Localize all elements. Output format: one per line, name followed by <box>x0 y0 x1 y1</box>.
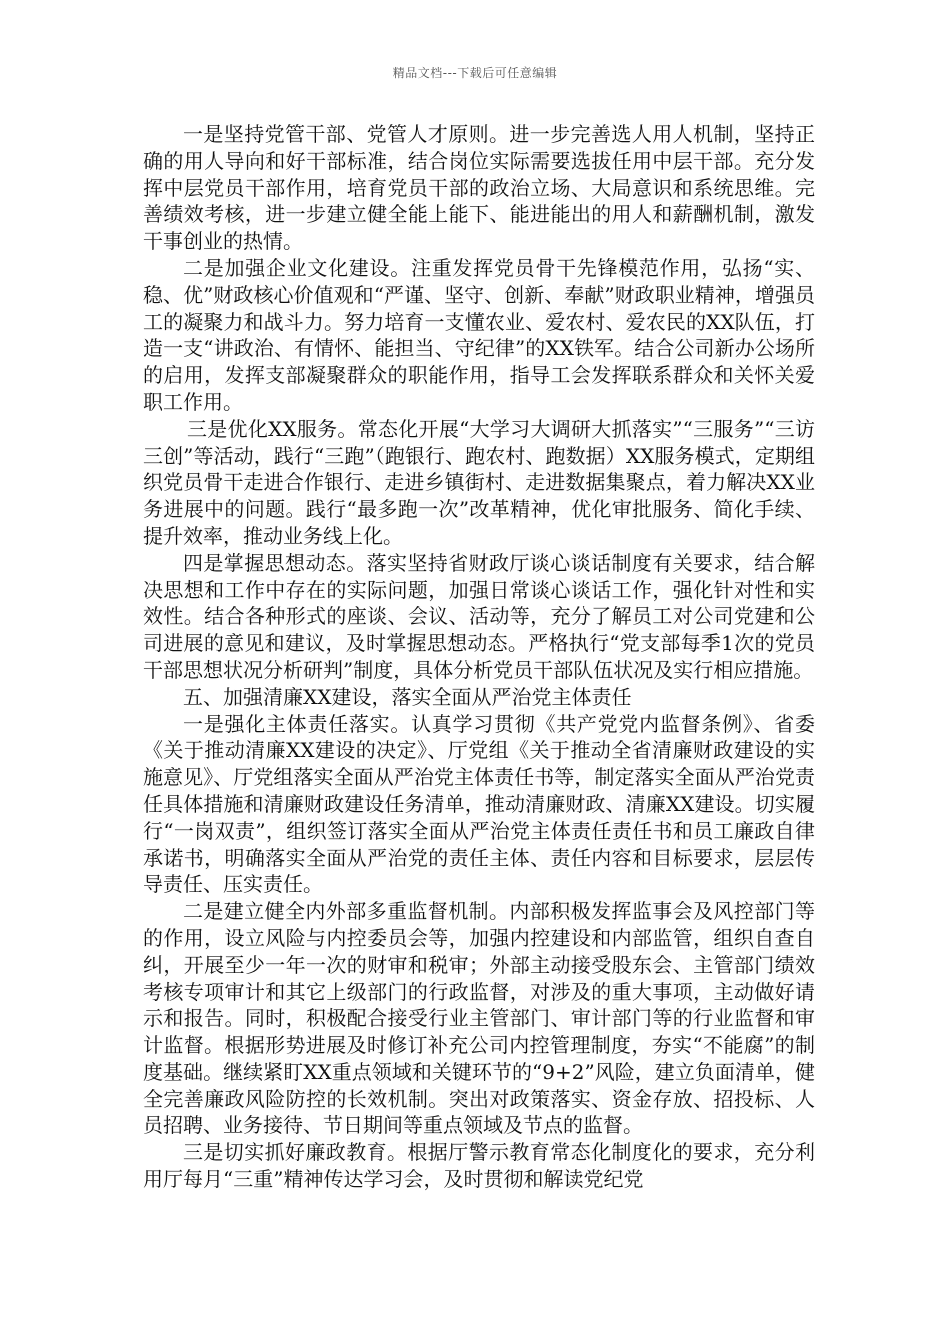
paragraph-supervision-mechanism: 二是建立健全内外部多重监督机制。内部积极发挥监事会及风控部门等的作用，设立风险与内控委员会等，加强内控建设和内部监管，组织自查自纠，开展至少一年一次的财审和税审；外部主动接受股东会、主管部门绩效考核专项审计和其它上级部门的行政监督，对涉及的重大事项，主动做好请示和报告。同时，积极配合接受行业主管部门、审计部门等的行业监督和审计监督。根据形势进展及时修订补充公司内控管理制度，夯实“不能腐”的制度基础。继续紧盯XX重点领域和关键环节的“9+2”风险，建立负面清单，健全完善廉政风险防控的长效机制。突出对政策落实、资金存放、招投标、人员招聘、业务接待、节日期间等重点领域及节点的监督。 <box>143 899 815 1138</box>
paragraph-cadre-management: 一是坚持党管干部、党管人才原则。进一步完善选人用人机制，坚持正确的用人导向和好干部标准，结合岗位实际需要选拔任用中层干部。充分发挥中层党员干部作用，培育党员干部的政治立场、大局意识和系统思维。完善绩效考核，进一步建立健全能上能下、能进能出的用人和薪酬机制，激发干事创业的热情。 <box>143 122 815 254</box>
page-header: 精品文档---下载后可任意编辑 <box>392 66 558 80</box>
paragraph-integrity-education: 三是切实抓好廉政教育。根据厅警示教育常态化制度化的要求，充分利用厅每月“三重”精神传达学习会，及时贯彻和解读党纪党 <box>143 1140 815 1192</box>
document-body <box>143 121 815 1193</box>
paragraph-corporate-culture: 二是加强企业文化建设。注重发挥党员骨干先锋模范作用，弘扬“实、稳、优”财政核心价值观和“严谨、坚守、创新、奉献”财政职业精神，增强员工的凝聚力和战斗力。努力培育一支懂农业、爱农村、爱农民的XX队伍，打造一支“讲政治、有情怀、能担当、守纪律”的XX铁军。结合公司新办公场所的启用，发挥支部凝聚群众的职能作用，指导工会发挥联系群众和关怀关爱职工作用。 <box>143 255 815 414</box>
paragraph-ideological-trends: 四是掌握思想动态。落实坚持省财政厅谈心谈话制度有关要求，结合解决思想和工作中存在的实际问题，加强日常谈心谈话工作，强化针对性和实效性。结合各种形式的座谈、会议、活动等，充分了解员工对公司党建和公司进展的意见和建议，及时掌握思想动态。严格执行“党支部每季1次的党员干部思想状况分析研判”制度，具体分析党员干部队伍状况及实行相应措施。 <box>143 550 815 682</box>
section-heading-integrity: 五、加强清廉XX建设，落实全面从严治党主体责任 <box>183 684 632 709</box>
paragraph-main-responsibility: 一是强化主体责任落实。认真学习贯彻《共产党党内监督条例》、省委《关于推动清廉XX建设的决定》、厅党组《关于推动全省清廉财政建设的实施意见》、厅党组落实全面从严治党主体责任书等，制定落实全面从严治党责任具体措施和清廉财政建设任务清单，推动清廉财政、清廉XX建设。切实履行“一岗双责”，组织签订落实全面从严治党主体责任责任书和员工廉政自律承诺书，明确落实全面从严治党的责任主体、责任内容和目标要求，层层传导责任、压实责任。 <box>143 711 815 897</box>
paragraph-optimize-service: 三是优化XX服务。常态化开展“大学习大调研大抓落实”“三服务”“三访三创”等活动，践行“三跑”（跑银行、跑农村、跑数据）XX服务模式，定期组织党员骨干走进合作银行、走进乡镇街村、走进数据集聚点，着力解决XX业务进展中的问题。践行“最多跑一次”改革精神，优化审批服务、简化手续、提升效率，推动业务线上化。 <box>143 416 815 548</box>
